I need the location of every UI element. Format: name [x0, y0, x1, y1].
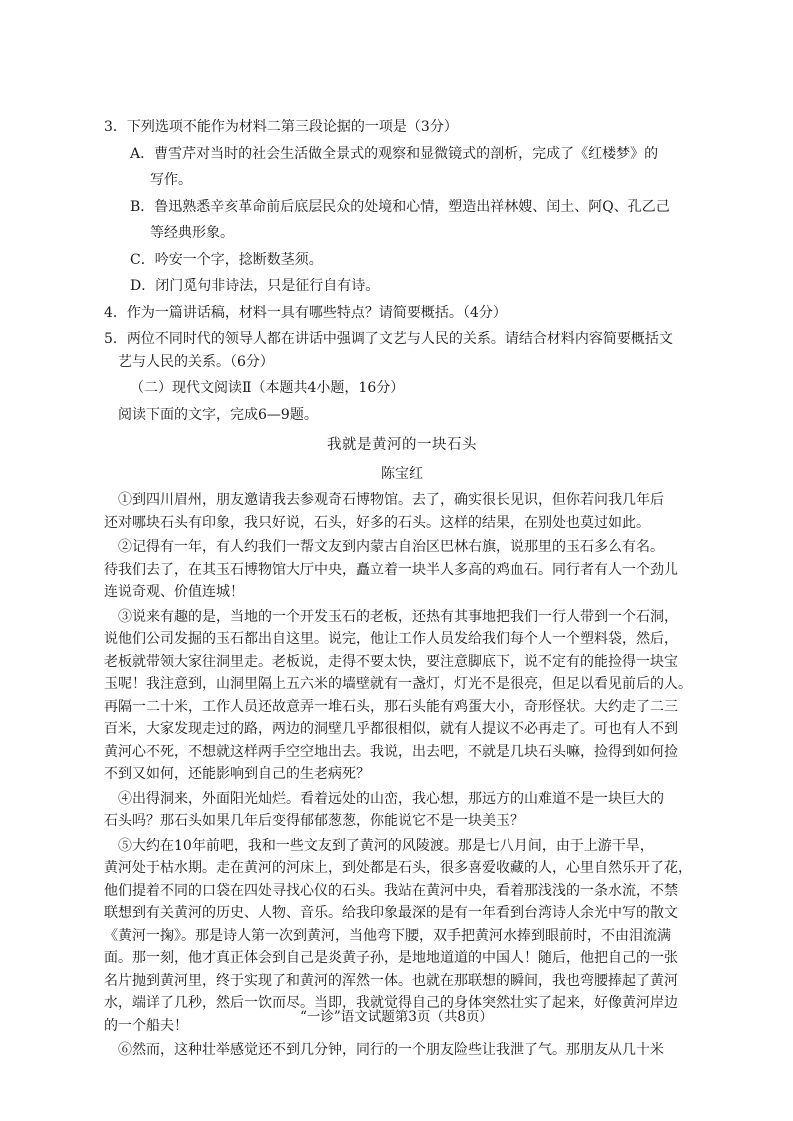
option-a-line1: A．曹雪芹对当时的社会生活做全景式的观察和显微镜式的剖析，完成了《红楼梦》的	[130, 145, 659, 162]
article-author: 陈宝红	[381, 465, 423, 482]
paragraph-line: ⑤大约在10年前吧，我和一些文友到了黄河的风陵渡。那是七八月间，由于上游干旱，	[118, 837, 654, 854]
question-5-line1: 5．两位不同时代的领导人都在讲话中强调了文艺与人民的关系。请结合材料内容简要概括文	[104, 331, 673, 347]
page-footer: “一诊”语文试题第3页（共8页）	[300, 1009, 493, 1025]
paragraph-line: ②记得有一年，有人约我们一帮文友到内蒙古自治区巴林右旗，说那里的玉石多么有名。	[118, 539, 664, 555]
content-block	[104, 116, 700, 1064]
paragraph-line: ⑥然而，这种壮举感觉还不到几分钟，同行的一个朋友险些让我泄了气。那朋友从几十米	[118, 1042, 664, 1058]
option-b-line1: B．鲁迅熟悉辛亥革命前后底层民众的处境和心情，塑造出祥林嫂、闰土、阿Q、孔乙己	[130, 198, 670, 215]
paragraph-line: 《黄河一掬》。那是诗人第一次到黄河，当他弯下腰，双手把黄河水捧到眼前时，不由泪流满	[104, 927, 671, 944]
article-paragraph	[104, 788, 700, 833]
paragraph-line: 还对哪块石头有印象，我只好说，石头，好多的石头。这样的结果，在别处也莫过如此。	[104, 514, 650, 531]
paragraph-line: 他们提着不同的口袋在四处寻找心仪的石头。我站在黄河中央，看着那浅浅的一条水流，不禁	[104, 882, 678, 899]
article-paragraph	[104, 489, 700, 534]
paragraph-line: 百米，大家发现走过的路，两边的洞壁几乎都很相似，就有人提议不必再走了。可也有人不到	[104, 721, 678, 737]
paragraph-line: 不到又如何，还能影响到自己的生老病死？	[104, 766, 370, 782]
question-3-stem: 3．下列选项不能作为材料二第三段论据的一项是（3分）	[104, 119, 458, 135]
question-5-line2: 艺与人民的关系。（6分）	[118, 353, 274, 370]
paragraph-line: 水，端详了几秒，然后一饮而尽。当即，我就觉得自己的身体突然壮实了起来，好像黄河岸边	[104, 995, 678, 1011]
paragraph-line: ①到四川眉州，朋友邀请我去参观奇石博物馆。去了，确实很长见识，但你若问我几年后	[118, 492, 664, 508]
option-a-line2: 写作。	[150, 172, 192, 188]
question-4: 4．作为一篇讲话稿，材料一具有哪些特点？请简要概括。（4分）	[104, 304, 507, 321]
paragraph-line: 名片抛到黄河里，终于实现了和黄河的浑然一体。也就在那联想的瞬间，我也弯腰捧起了黄河	[104, 972, 678, 989]
paragraph-line: ③说来有趣的是，当地的一个开发玉石的老板，还热有其事地把我们一行人带到一个石洞，	[118, 608, 678, 625]
option-d: D．闭门觅句非诗法，只是征行自有诗。	[130, 278, 380, 294]
paragraph-line: 联想到有关黄河的历史、人物、音乐。给我印象最深的是有一年看到台湾诗人余光中写的散文	[104, 905, 678, 921]
article-paragraph	[104, 1039, 700, 1062]
paragraph-line: 玉呢！我注意到，山洞里隔上五六米的墙壁就有一盏灯，灯光不是很亮，但足以看见前后的人。	[104, 676, 692, 692]
paragraph-line: 说他们公司发掘的玉石都出自这里。说完，他让工作人员发给我们每个人一个塑料袋，然后，	[104, 631, 678, 647]
section-instruction: 阅读下面的文字，完成6—9题。	[118, 406, 318, 423]
article-body	[104, 489, 700, 1062]
option-c: C．吟安一个字，捻断数茎须。	[130, 251, 323, 268]
article-paragraph	[104, 536, 700, 604]
paragraph-line: 再隔一二十米，工作人员还故意弄一堆石头，那石头能有鸡蛋大小，奇形怪状。大约走了二三	[104, 698, 678, 715]
paragraph-line: ④出得洞来，外面阳光灿烂。看着远处的山峦，我心想，那远方的山难道不是一块巨大的	[118, 790, 664, 807]
paragraph-line: 待我们去了，在其玉石博物馆大厅中央，矗立着一块半人多高的鸡血石。同行者有人一个劲儿	[104, 561, 678, 578]
paragraph-line: 的一个船夫！	[104, 1017, 188, 1034]
paragraph-line: 石头吗？那石头如果几年后变得郁郁葱葱，你能说它不是一块美玉？	[104, 813, 524, 829]
paragraph-line: 连说奇观、价值连城！	[104, 584, 244, 600]
article-paragraph	[104, 606, 700, 786]
option-b-line2: 等经典形象。	[150, 225, 234, 241]
paragraph-line: 黄河处于枯水期。走在黄河的河床上，到处都是石头，很多喜爱收藏的人，心里自然乐开了花，	[104, 860, 692, 876]
section-heading: （二）现代文阅读Ⅱ（本题共4小题，16分）	[130, 380, 405, 396]
paragraph-line: 老板就带领大家往洞里走。老板说，走得不要太快，要注意脚底下，说不定有的能捡得一块宝	[104, 653, 678, 670]
paragraph-line: 面。那一刻，他才真正体会到自己是炎黄子孙，是地地道道的中国人！随后，他把自己的一张	[104, 950, 678, 966]
paragraph-line: 黄河心不死，不想就这样两手空空地出去。我说，出去吧，不就是几块石头嘛，捡得到如何捡	[104, 743, 678, 760]
article-title: 我就是黄河的一块石头	[327, 437, 477, 453]
